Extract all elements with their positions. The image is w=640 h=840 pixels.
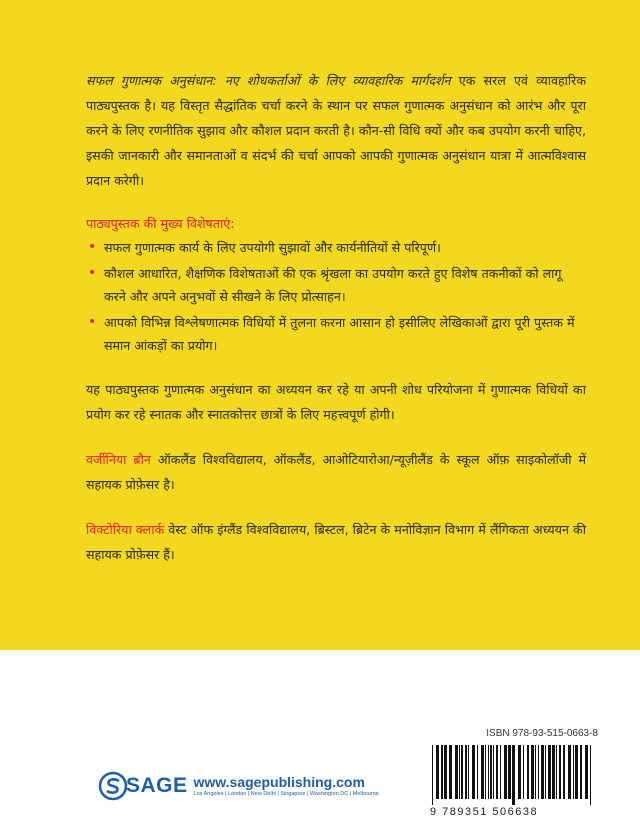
isbn-label: ISBN 978-93-515-0663-8 [486, 728, 598, 739]
back-cover-text [86, 68, 586, 587]
author-bio-text: ऑकलैंड विश्वविद्यालय, ऑकलैंड, आओटियारोआ/न्यूज़ीलैंड के स्कूल ऑफ़ साइकोलॉजी में सहायक प्रोफ़ेसर है। [86, 452, 587, 492]
barcode-bar [518, 745, 521, 799]
barcode-bar [465, 745, 467, 799]
author-name: विक्टोरिया क्लार्क [86, 522, 165, 537]
barcode-bar [575, 745, 578, 799]
barcode-bar [468, 745, 469, 799]
barcode-bar [563, 745, 565, 799]
book-title-italic: सफल गुणात्मक अनुसंधान: नए शोधकर्ताओं के लिए व्यावहारिक मार्गदर्शन [86, 73, 451, 88]
barcode-bar [459, 745, 460, 799]
barcode-bar [556, 745, 557, 799]
publisher-name: SAGE [126, 774, 188, 797]
barcode-bar [512, 745, 515, 805]
author-bio-text: वेस्ट ऑफ इंग्लैंड विश्वविद्यालय, ब्रिस्टल, ब्रिटेन के मनोविज्ञान विभाग में लैंगिकता अध्ययन की सहायक प्रोफ़ेसर हैं। [86, 522, 586, 562]
list-item [86, 262, 586, 308]
barcode-bar [580, 745, 582, 799]
barcode-bar [548, 745, 551, 799]
intro-paragraph [86, 68, 586, 193]
barcode [430, 745, 598, 805]
barcode-bar [573, 745, 574, 799]
barcode-bar [523, 745, 524, 799]
intro-text: एक सरल एवं व्यावहारिक पाठ्यपुस्तक है। यह विस्तृत सैद्धांतिक चर्चा करने के स्थान पर सफल गुणात्मक अनुसंधान को आरंभ और पूरा करने के लिए रणनीतिक सुझाव और कौशल प्रदान करती है। कौन-सी विधि क्यों और कब उपयोग करनी चाहिए, इसकी जानकारी और समानताओं व संदर्भ की चर्चा आपको आपकी गुणात्मक अनुसंधान यात्रा में आत्मविश्वास प्रदान करेगी। [86, 73, 586, 188]
barcode-bar [541, 745, 544, 799]
barcode-bar [496, 745, 498, 799]
barcode-bar [455, 745, 458, 799]
barcode-bar [472, 745, 475, 799]
publisher-cities: Los Angeles | London | New Delhi | Singapore | Washington DC | Melbourne [193, 791, 379, 797]
barcode-bar [441, 745, 443, 799]
barcode-number: 9 789351 506638 [430, 806, 539, 818]
barcode-bar [436, 745, 439, 799]
barcode-bar [535, 745, 536, 799]
barcode-bar [493, 745, 494, 799]
feature-text: सफल गुणात्मक कार्य के लिए उपयोगी सुझावों और कार्यनीतियों से परिपूर्ण। [104, 240, 441, 255]
bullet-icon: • [88, 265, 97, 281]
barcode-bar [559, 745, 561, 799]
list-item [86, 236, 586, 259]
publisher-url[interactable]: www.sagepublishing.com [193, 774, 365, 790]
barcode-bar [527, 745, 529, 799]
barcode-bar [538, 745, 539, 799]
barcode-bar [477, 745, 478, 799]
features-heading: पाठ्यपुस्तक की मुख्य विशेषताएं: [86, 216, 235, 231]
barcode-bar [545, 745, 546, 799]
sage-s-icon [98, 771, 128, 801]
publisher-logo [98, 766, 379, 806]
features-list [86, 236, 586, 357]
barcode-bar [485, 745, 486, 799]
sage-logo [98, 771, 188, 801]
barcode-bar [461, 745, 463, 799]
author-bio [86, 517, 586, 567]
bullet-icon: • [88, 239, 97, 255]
author-name: वर्जीनिया ब्रौन [86, 452, 151, 467]
audience-paragraph: यह पाठ्यपुस्तक गुणात्मक अनुसंधान का अध्ययन कर रहे या अपनी शोध परियोजना में गुणात्मक विधियों का प्रयोग कर रहे स्नातक और स्नातकोत्तर छात्रों के लिए महत्त्वपूर्ण होगी। [86, 382, 586, 422]
feature-text: आपको विभिन्न विश्लेषणात्मक विधियों में तुलना करना आसान हो इसीलिए लेखिकाओं द्वारा पूरी पुस्तक में समान आंकड़ों का प्रयोग। [104, 315, 575, 353]
barcode-bar [531, 745, 534, 799]
barcode-bar [481, 745, 484, 799]
barcode-bar [449, 745, 452, 799]
barcode-bar [488, 745, 489, 799]
barcode-bar [590, 745, 591, 805]
barcode-bar [500, 745, 501, 799]
barcode-bar [504, 745, 507, 799]
feature-text: कौशल आधारित, शैक्षणिक विशेषताओं की एक श्रृंखला का उपयोग करते हुए विशेष तकनीकों को लागू करने और अपने अनुभवों से सीखने के लिए प्रोत्साहन। [104, 266, 562, 304]
barcode-bar [490, 745, 492, 799]
author-bio [86, 447, 586, 497]
barcode-bar [568, 745, 571, 799]
bullet-icon: • [88, 314, 97, 330]
barcode-bar [585, 745, 588, 799]
barcode-bar [444, 745, 447, 799]
barcode-bar [508, 745, 511, 799]
barcode-bar [552, 745, 555, 799]
barcode-bar [432, 745, 433, 805]
list-item [86, 311, 586, 357]
